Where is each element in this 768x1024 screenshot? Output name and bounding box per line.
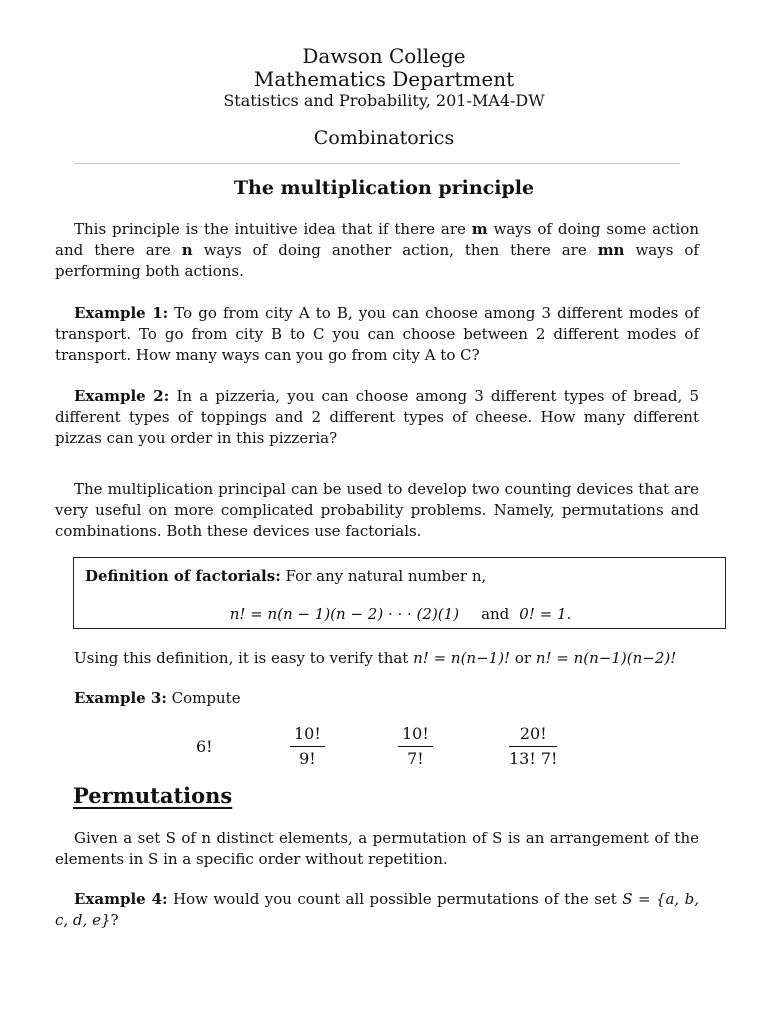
- verify-text: Using this definition, it is easy to verify that: [74, 649, 414, 667]
- example-3-label: Example 3:: [74, 689, 167, 707]
- example-4-label: Example 4:: [74, 890, 168, 908]
- intro-text-a: This principle is the intuitive idea that if there are: [74, 220, 472, 238]
- expr-20-over-13-7: [509, 724, 557, 769]
- topic-title: Combinatorics: [313, 127, 455, 149]
- intro-n: n: [181, 241, 193, 259]
- example-2-label: Example 2:: [74, 387, 170, 405]
- expr-10-over-9: [290, 724, 325, 769]
- verify-or: or: [510, 649, 536, 667]
- definition-text: For any natural number n,: [280, 567, 487, 585]
- example-2: [55, 386, 699, 449]
- header-divider: [74, 163, 680, 164]
- fraction-denominator: 7!: [407, 749, 424, 768]
- definition-label: Definition of factorials:: [85, 567, 281, 585]
- verify-formula-2: n! = n(n−1)(n−2)!: [535, 649, 677, 667]
- example-4-end: ?: [110, 911, 119, 929]
- devices-paragraph: The multiplication principal can be used to develop two counting devices that are very useful on more complicated probability problems. Namely, permutations and combinations. Both these devices use factorials.: [55, 480, 699, 540]
- example-1-text: To go from city A to B, you can choose among 3 different modes of transport. To go from city B to C you can choose between 2 different modes of transport. How many ways can you go from city A to C?: [55, 304, 699, 364]
- college-name: Dawson College: [302, 44, 466, 68]
- example-3-expressions: [0, 724, 768, 774]
- intro-text-b: ways of doing some action and there are: [55, 220, 699, 259]
- intro-m: m: [471, 220, 488, 238]
- intro-text-d: ways of performing both actions.: [55, 241, 699, 280]
- permutation-definition: Given a set S of n distinct elements, a permutation of S is an arrangement of the elements in S in a specific order without repetition.: [55, 829, 699, 868]
- section-title-permutations: Permutations: [73, 783, 233, 808]
- fraction-numerator: 10!: [398, 724, 433, 747]
- intro-paragraph: [55, 219, 699, 282]
- intro-text-c: ways of doing another action, then there are: [192, 241, 598, 259]
- fraction-numerator: 10!: [290, 724, 325, 747]
- course-name: Statistics and Probability, 201-MA4-DW: [223, 91, 545, 110]
- zero-factorial-formula: 0! = 1.: [519, 605, 572, 623]
- example-3-text: Compute: [166, 689, 241, 707]
- fraction-numerator: 20!: [509, 724, 557, 747]
- verify-formula-1: n! = n(n−1)!: [413, 649, 511, 667]
- department-name: Mathematics Department: [253, 67, 515, 91]
- definition-heading: [85, 566, 486, 586]
- example-4-text: How would you count all possible permutations of the set: [167, 890, 623, 908]
- example-1: [55, 303, 699, 366]
- formula-conjunction: and: [481, 605, 510, 623]
- intro-mn: mn: [597, 241, 625, 259]
- example-3: [55, 688, 699, 709]
- fraction-denominator: 13! 7!: [509, 749, 558, 768]
- expr-6-factorial: 6!: [196, 737, 213, 756]
- example-4: [55, 889, 699, 931]
- example-2-text: In a pizzeria, you can choose among 3 different types of bread, 5 different types of toppings and 2 different types of cheese. How many different pizzas can you order in this pizzeria?: [55, 387, 699, 447]
- expr-10-over-7: [398, 724, 433, 769]
- factorial-definition-box: [73, 557, 726, 629]
- fraction-denominator: 9!: [299, 749, 316, 768]
- example-1-label: Example 1:: [74, 304, 169, 322]
- definition-formula: [74, 604, 727, 624]
- verify-paragraph: [55, 648, 699, 669]
- section-title-multiplication: The multiplication principle: [233, 177, 535, 199]
- factorial-formula: n! = n(n − 1)(n − 2) · · · (2)(1): [229, 605, 460, 623]
- example-4-set: S = {a, b, c, d, e}: [55, 890, 699, 929]
